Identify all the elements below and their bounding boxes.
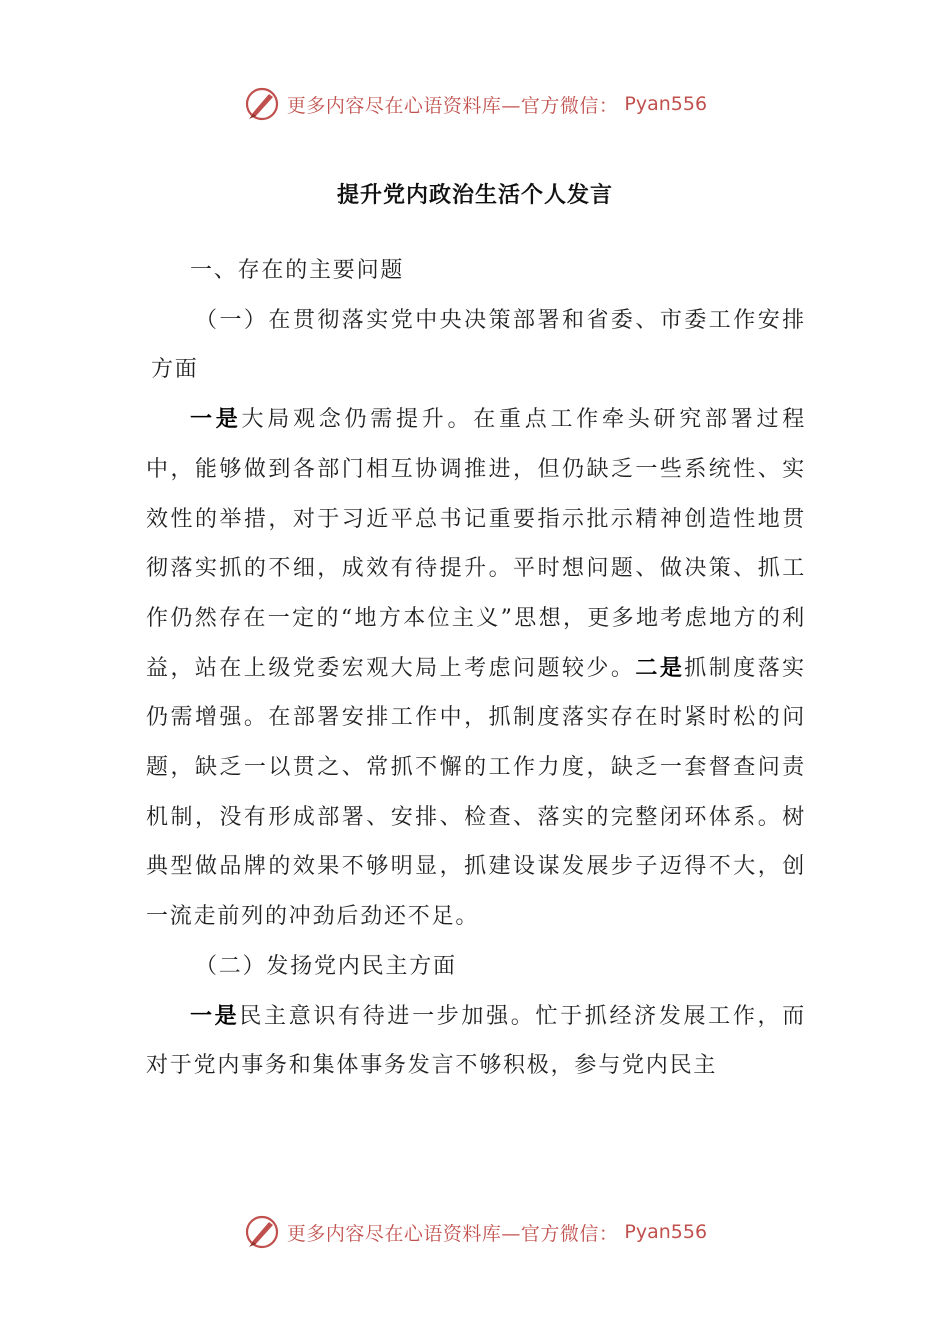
point-text: 民主意识有待进一步加强。忙于抓经济发展工作，而对于党内事务和集体事务发言不够积极，参与党内民主 [146,1003,806,1079]
banner-text: 更多内容尽在心语资料库—官方微信： [286,94,619,117]
document-body [146,246,806,1091]
paragraph [146,395,806,942]
point-label: 一是 [190,406,242,433]
banner-wechat-id: Pyan556 [624,1221,708,1243]
document-title: 提升党内政治生活个人发言 [336,182,613,208]
footer-watermark-banner [0,1212,950,1252]
subsection-heading: （二）发扬党内民主方面 [195,953,457,979]
section-heading: 一、存在的主要问题 [190,258,405,283]
banner-wechat-id: Pyan556 [624,93,708,115]
paragraph [146,992,806,1091]
point-text: 抓制度落实仍需增强。在部署安排工作中，抓制度落实存在时紧时松的问题，缺乏一以贯之、常抓不懈的工作力度，缺乏一套督查问责机制，没有形成部署、安排、检查、落实的完整闭环体系。树典型做品牌的效果不够明显，抓建设谋发展步子迈得不大，创一流走前列的冲劲后劲还不足。 [146,655,806,930]
point-label: 一是 [190,1002,240,1029]
banner-text: 更多内容尽在心语资料库—官方微信： [286,1222,619,1245]
pen-logo-icon [243,85,281,123]
point-label: 二是 [635,654,685,681]
pen-logo-icon [243,1213,281,1251]
subsection-heading: （一）在贯彻落实党中央决策部署和省委、市委工作安排方面 [151,307,806,383]
header-watermark-banner [0,84,950,124]
point-text: 大局观念仍需提升。在重点工作牵头研究部署过程中，能够做到各部门相互协调推进，但仍缺乏一些系统性、实效性的举措，对于习近平总书记重要指示批示精神创造性地贯彻落实抓的不细，成效有待提升。平时想问题、做决策、抓工作仍然存在一定的“地方本位主义”思想，更多地考虑地方的利益，站在上级党委宏观大局上考虑问题较少。 [146,407,806,681]
